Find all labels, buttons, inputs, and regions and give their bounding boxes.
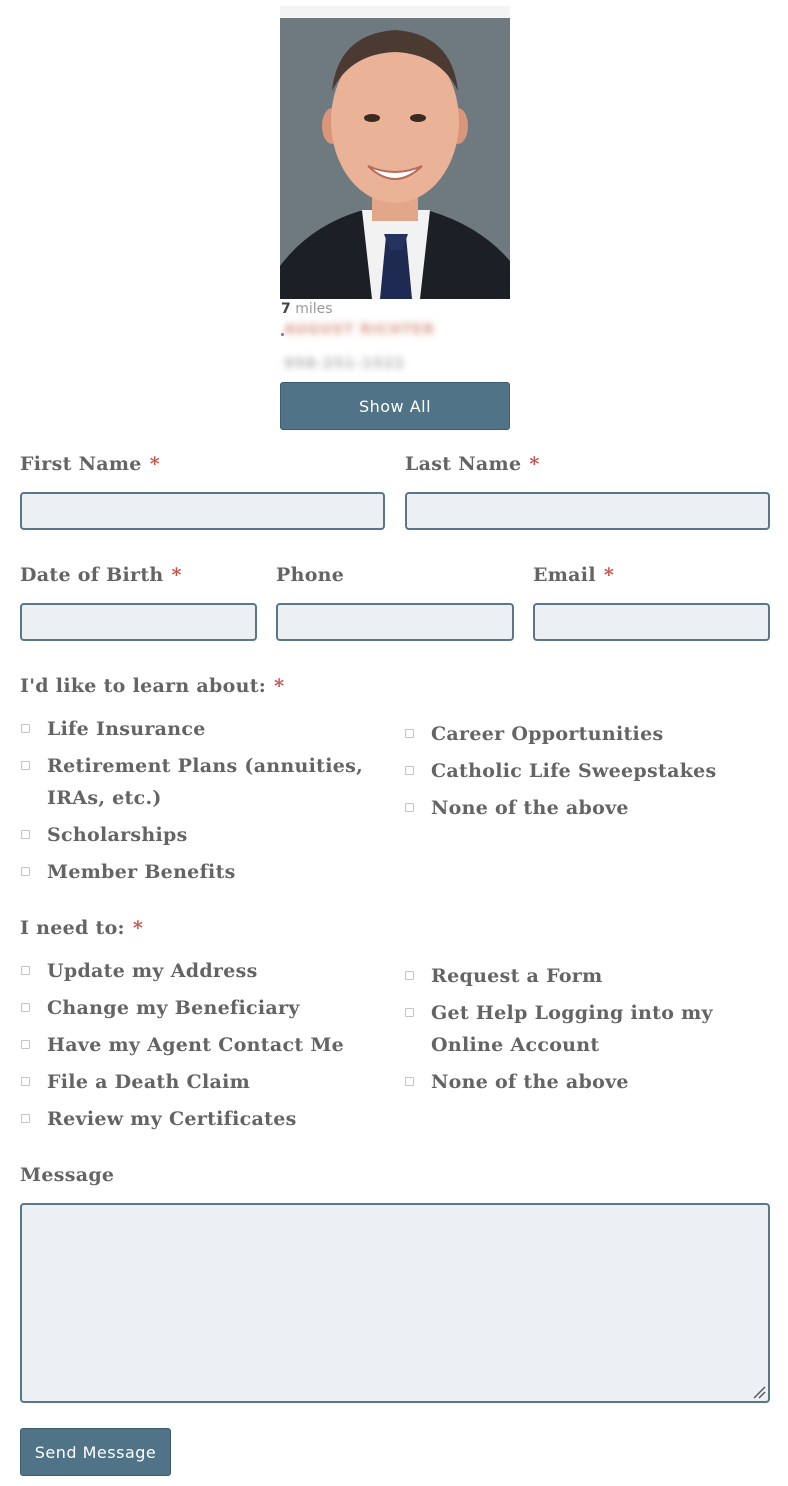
email-label: Email *: [533, 564, 615, 586]
learn-about-label: I'd like to learn about: *: [20, 675, 285, 697]
option-change-beneficiary: Change my Beneficiary: [47, 997, 300, 1019]
first-name-label: First Name *: [20, 453, 160, 475]
checkbox-member-benefits[interactable]: [21, 867, 30, 876]
option-agent-contact: Have my Agent Contact Me: [47, 1034, 345, 1056]
checkbox-review-certificates[interactable]: [21, 1114, 30, 1123]
resize-grip-icon[interactable]: [752, 1385, 766, 1399]
option-request-form: Request a Form: [431, 965, 603, 987]
option-death-claim: File a Death Claim: [47, 1071, 251, 1093]
option-scholarships: Scholarships: [47, 824, 188, 846]
option-update-address: Update my Address: [47, 960, 258, 982]
option-life-insurance: Life Insurance: [47, 718, 206, 740]
option-retirement-plans-cont: IRAs, etc.): [47, 787, 162, 809]
need-to-label: I need to: *: [20, 917, 144, 939]
agent-portrait-image: [280, 6, 510, 299]
checkbox-learn-none[interactable]: [405, 803, 414, 812]
option-need-none: None of the above: [431, 1071, 629, 1093]
checkbox-need-none[interactable]: [405, 1077, 414, 1086]
show-all-button[interactable]: Show All: [280, 382, 510, 430]
first-name-input[interactable]: [20, 492, 385, 530]
dob-label: Date of Birth *: [20, 564, 182, 586]
checkbox-agent-contact[interactable]: [21, 1040, 30, 1049]
agent-name-redacted: AUGUST RICHTER: [284, 322, 436, 338]
phone-label: Phone: [276, 564, 345, 586]
dob-input[interactable]: [20, 603, 257, 641]
checkbox-career-opportunities[interactable]: [405, 729, 414, 738]
agent-photo: [280, 6, 510, 299]
last-name-label: Last Name *: [405, 453, 540, 475]
checkbox-login-help[interactable]: [405, 1008, 414, 1017]
checkbox-update-address[interactable]: [21, 966, 30, 975]
option-login-help: Get Help Logging into my: [431, 1002, 713, 1024]
message-label: Message: [20, 1164, 115, 1186]
option-review-certificates: Review my Certificates: [47, 1108, 297, 1130]
send-message-button[interactable]: Send Message: [20, 1428, 171, 1476]
checkbox-request-form[interactable]: [405, 971, 414, 980]
checkbox-death-claim[interactable]: [21, 1077, 30, 1086]
checkbox-retirement-plans[interactable]: [21, 761, 30, 770]
last-name-input[interactable]: [405, 492, 770, 530]
option-login-help-cont: Online Account: [431, 1034, 600, 1056]
option-career-opportunities: Career Opportunities: [431, 723, 664, 745]
message-textarea[interactable]: [20, 1203, 770, 1403]
option-catholic-life-sweepstakes: Catholic Life Sweepstakes: [431, 760, 717, 782]
agent-phone-redacted: 958-251-1522: [284, 356, 406, 372]
checkbox-change-beneficiary[interactable]: [21, 1003, 30, 1012]
option-learn-none: None of the above: [431, 797, 629, 819]
agent-distance: 7 miles: [281, 301, 333, 317]
option-retirement-plans: Retirement Plans (annuities,: [47, 755, 364, 777]
checkbox-life-insurance[interactable]: [21, 724, 30, 733]
phone-input[interactable]: [276, 603, 514, 641]
checkbox-scholarships[interactable]: [21, 830, 30, 839]
option-member-benefits: Member Benefits: [47, 861, 236, 883]
checkbox-catholic-life-sweepstakes[interactable]: [405, 766, 414, 775]
email-input[interactable]: [533, 603, 770, 641]
